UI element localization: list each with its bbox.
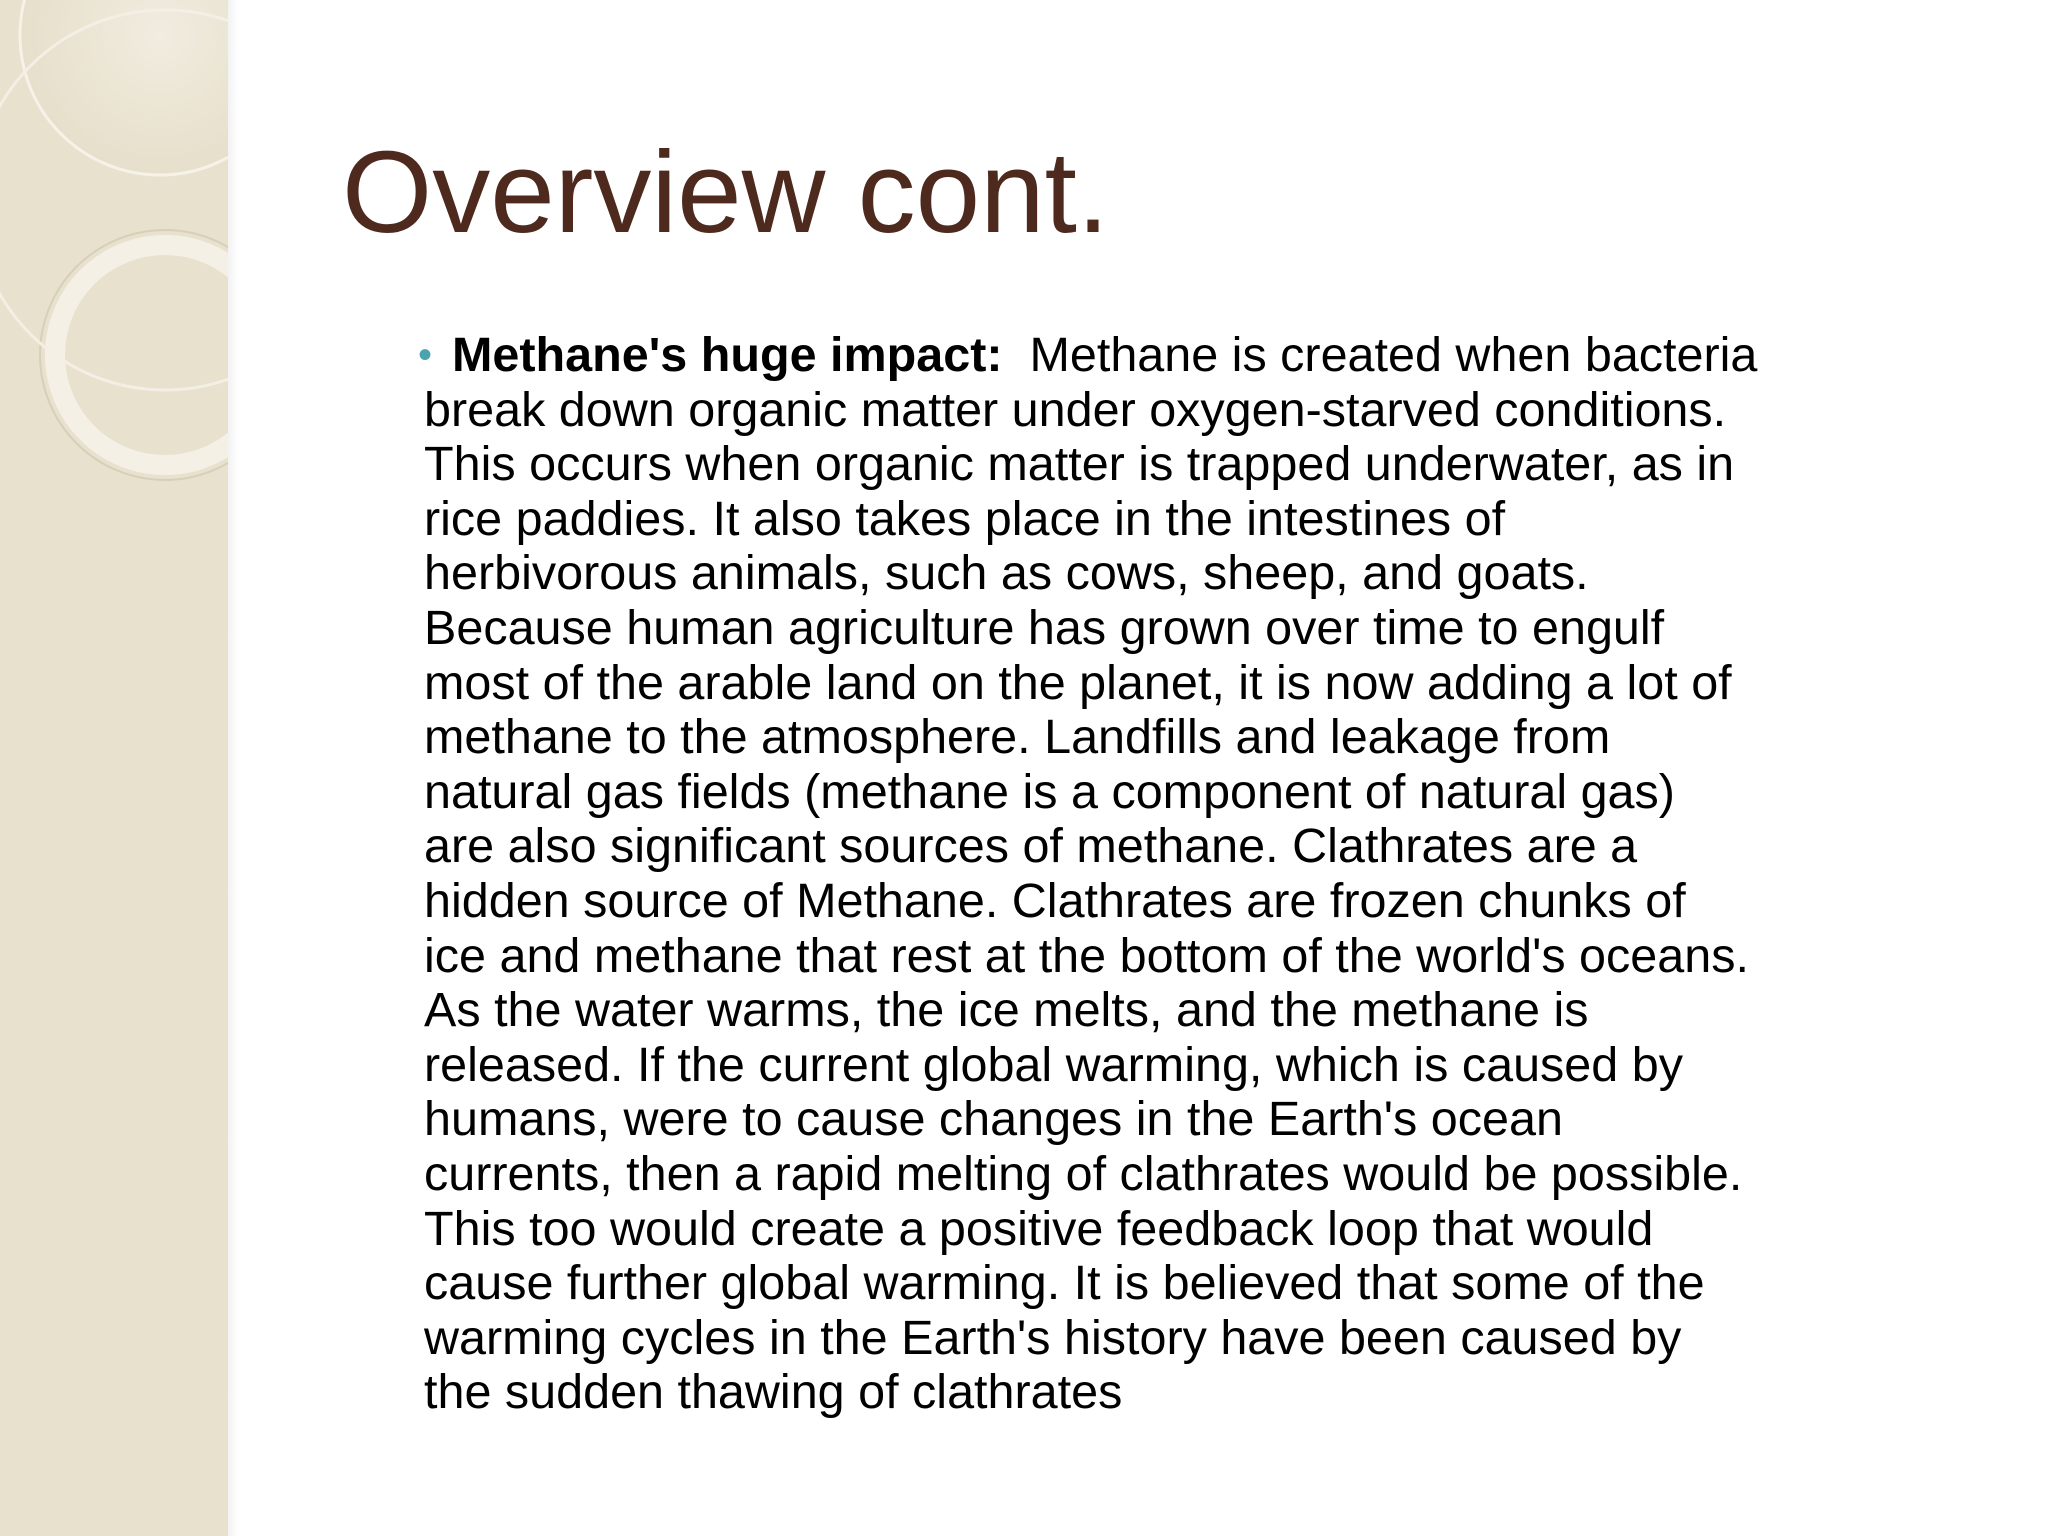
bullet-marker-icon: • (418, 333, 433, 377)
bullet-line (424, 328, 2024, 383)
bullet-line: herbivorous animals, such as cows, sheep, and goats. (424, 546, 1589, 601)
bullet-line: are also significant sources of methane. Clathrates are a (424, 819, 1638, 874)
bullet-line: hidden source of Methane. Clathrates are frozen chunks of (424, 873, 1686, 928)
content-edge-shadow (228, 0, 238, 1536)
bullet-line-text: Methane is created when bacteria (1002, 328, 1758, 382)
bullet-line: humans, were to cause changes in the Earth's ocean (424, 1092, 1563, 1147)
bullet-line: rice paddies. It also takes place in the intestines of (424, 491, 1506, 546)
bullet-line: This occurs when organic matter is trapped underwater, as in (424, 437, 1735, 492)
bullet-line: methane to the atmosphere. Landfills and leakage from (424, 710, 1611, 765)
bullet-line: the sudden thawing of clathrates (424, 1365, 1123, 1420)
bullet-lead: Methane's huge impact: (452, 328, 1003, 382)
bullet-line: ice and methane that rest at the bottom of the world's oceans. (424, 928, 1749, 983)
bullet-line: This too would create a positive feedback loop that would (424, 1201, 1654, 1256)
bullet-line: released. If the current global warming, which is caused by (424, 1037, 1683, 1092)
bullet-line: cause further global warming. It is believed that some of the (424, 1256, 1705, 1311)
bullet-line: break down organic matter under oxygen-starved conditions. (424, 382, 1727, 437)
bullet-paragraph (418, 328, 2024, 1420)
bullet-line: natural gas fields (methane is a component of natural gas) (424, 764, 1675, 819)
bullet-line: warming cycles in the Earth's history have been caused by (424, 1310, 1682, 1365)
slide-title: Overview cont. (342, 127, 1110, 257)
bullet-line: As the water warms, the ice melts, and the methane is (424, 983, 1589, 1038)
decorative-circles-icon (0, 0, 228, 520)
bullet-line: most of the arable land on the planet, it is now adding a lot of (424, 655, 1732, 710)
bullet-line: Because human agriculture has grown over time to engulf (424, 600, 1665, 655)
bullet-line: currents, then a rapid melting of clathrates would be possible. (424, 1146, 1743, 1201)
